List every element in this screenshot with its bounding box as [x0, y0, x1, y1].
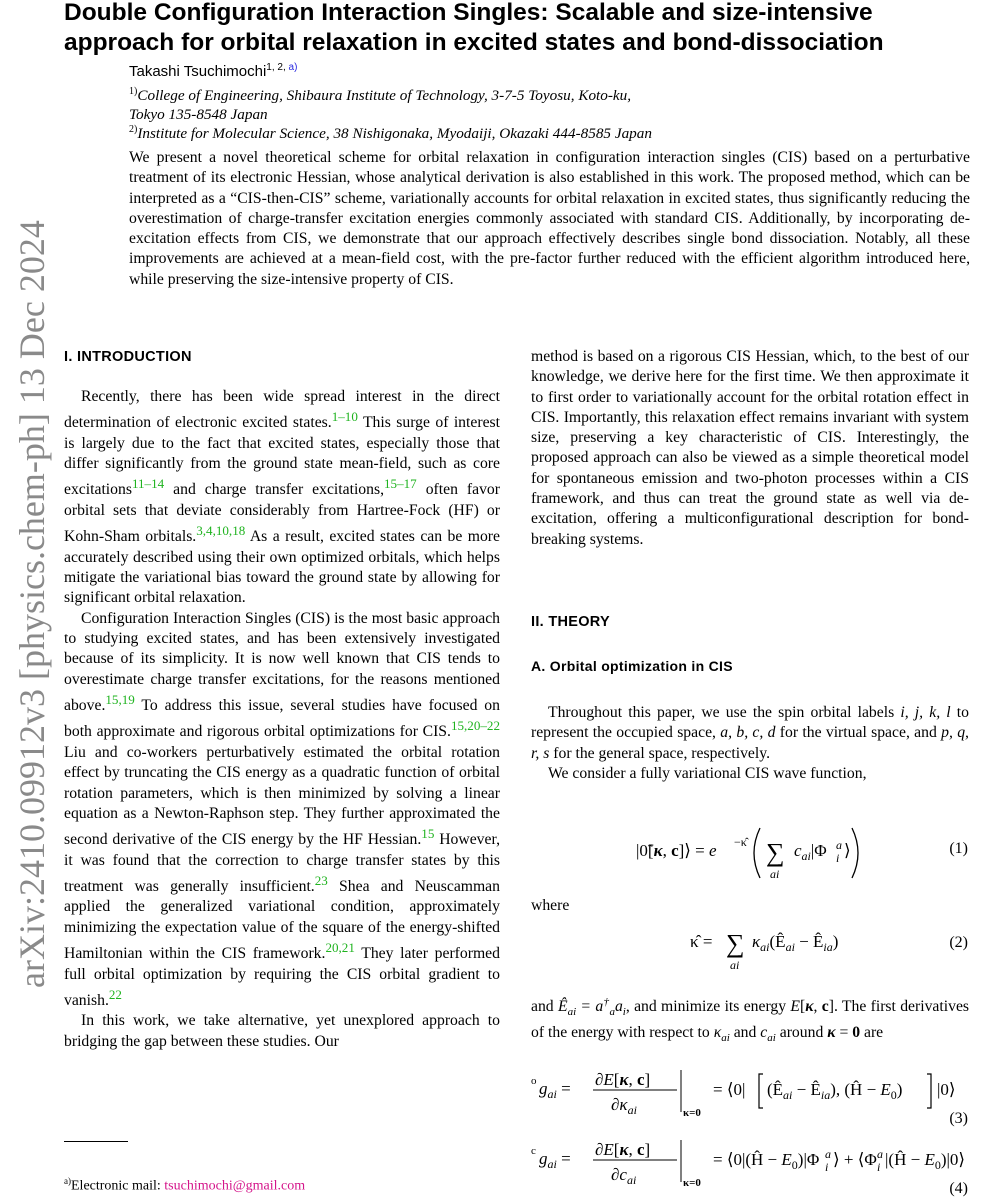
svg-text:∂κai: $\partial\kappa_{ai}$	[611, 1095, 637, 1117]
citation[interactable]: 23	[314, 872, 328, 888]
subsection-heading-orbital-optimization: A. Orbital optimization in CIS	[531, 658, 733, 674]
intro-paragraph-1: Recently, there has been wide spread interest in the direct determination of electronic excited states.$^{1-10}$ This surge of interest is largely due to the fact that excited states, especially those that differ significantly from the ground state mean-field, such as core excitations$^{11-14}$ and charge transfer excitations,$^{15-17}$ often favor orbital sets that deviate considerably from Hartree-Fock (HF) or Kohn-Sham orbitals.$^{3,4,10,18}$ As a result, excited states can be more accurately described using their own optimized orbitals, which helps mitigate the variational bias toward the ground state by allowing for significant orbital relaxation.	[64, 388, 500, 607]
equation-3-render	[531, 1064, 971, 1122]
section-heading-introduction: I. INTRODUCTION	[64, 349, 192, 365]
author-note-link[interactable]: a)	[288, 62, 298, 73]
paper-title: Double Configuration Interaction Singles: Scalable and size-intensive approach for orbital relaxation in excited states and bond-dissociation	[64, 0, 884, 56]
theory-paragraph-1: Throughout this paper, we use the spin orbital labels i, j, k, l to represent the occupied space, a, b, c, d for the virtual space, and p, q, r, s for the general space, respectively. We consider a fully variational CIS wave function,	[531, 703, 969, 784]
svg-text:= ⟨0|: = ⟨0|	[713, 1080, 746, 1099]
svg-text:|(Ĥ − E0)|0⟩: |(Ĥ − $E_0)|0⟩$	[885, 1150, 966, 1172]
equation-1-render	[636, 818, 866, 888]
svg-text:⟩: ⟩	[844, 841, 851, 860]
equation-number-4: (4)	[949, 1180, 968, 1197]
affiliation-2-line1: Institute for Molecular Science, 38 Nishigonaka, Myodaiji, Okazaki 444-8585 Japan	[137, 125, 652, 143]
affiliation-1-line2: Tokyo 135-8548 Japan	[129, 106, 268, 124]
svg-text:−κ̂: −κ̂	[734, 835, 747, 849]
affiliation-1-line1: College of Engineering, Shibaura Institute of Technology, 3-7-5 Toyosu, Koto-ku,	[137, 87, 632, 105]
citation[interactable]: 1–10	[331, 409, 358, 425]
equation-number-2: (2)	[949, 934, 968, 951]
author-name: Takashi Tsuchimochi	[129, 63, 267, 80]
svg-text:a: a	[825, 1147, 831, 1161]
citation[interactable]: 15–17	[384, 476, 417, 492]
author-affil-marks: 1, 2,	[266, 62, 289, 73]
svg-text:c: c	[531, 1145, 536, 1157]
equation-4-render	[531, 1132, 985, 1190]
affiliation-1-mark: 1)	[129, 86, 138, 97]
svg-text:o: o	[531, 1075, 537, 1087]
equation-3	[531, 1064, 971, 1127]
svg-text:cai|Φ: $c_{ai}|\Phi$	[794, 841, 827, 863]
svg-text:κ=0: κ=0	[683, 1177, 701, 1189]
svg-text:|0̃[κ, c]⟩ = e: |0̃[κ, c]⟩ = e	[636, 841, 717, 860]
affiliation-1	[129, 82, 769, 124]
equation-number-3: (3)	[949, 1110, 968, 1127]
equation-1	[636, 818, 866, 893]
affiliation-2	[129, 120, 769, 143]
svg-text:κ̂ =: κ̂ =	[690, 932, 713, 951]
svg-text:ai: ai	[770, 867, 780, 881]
svg-text:κai(Êai − Êia): $\kappa_{ai}(Ê_{ai}$ − $Ê_{ia}$)	[752, 932, 839, 954]
citation[interactable]: 3,4,10,18	[196, 523, 246, 539]
arxiv-identifier-stamp: arXiv:2410.09912v3 [physics.chem-ph] 13 Dec 2024	[12, 220, 52, 988]
equation-number-1: (1)	[949, 840, 968, 857]
svg-text:∑: ∑	[726, 929, 745, 958]
theory-paragraph-3: and $Ê_{ai} = a^\dagger_aa_i$, and minimize its energy E[κ, c]. The first derivatives of the energy with respect to $\kappa_{ai}$ and $c_{ai}$ around κ = 0 are	[531, 996, 970, 1044]
citation[interactable]: 22	[108, 986, 122, 1002]
svg-text:ai: ai	[730, 958, 740, 972]
intro-paragraph-3-continued: method is based on a rigorous CIS Hessian, which, to the best of our knowledge, we derive here for the first time. We then approximate it to first order to variationally account for the orbital rotation effect in CIS. Importantly, this relaxation effect remains invariant with system size, preserving a key characteristic of CIS. Interestingly, the proposed approach can also be viewed as a simple theoretical model for spontaneous emission and two-photon processes within a CIS framework, and thus can treat the ground state as well via de-excitation, offering a multiconfigurational description for bond-breaking systems.	[531, 348, 969, 548]
svg-text:gai =: $g_{ai}$ =	[539, 1149, 571, 1171]
svg-text:i: i	[877, 1160, 881, 1174]
abstract: We present a novel theoretical scheme for orbital relaxation in configuration interaction singles (CIS) based on a perturbative treatment of its electronic Hessian, whose analytical derivation is also established in this work. The proposed method, which can be interpreted as a “CIS-then-CIS” scheme, variationally accounts for orbital relaxation in excited states, thus significantly reducing the overestimation of charge-transfer excitation energies commonly associated with standard CIS. Additionally, by incorporating de-excitation effects from CIS, we demonstrate that our approach effectively describes single bond dissociation. Notably, all these improvements are achieved at a mean-field cost, with the pre-factor further reduced with the efficient algorithm introduced here, while preserving the size-intensive property of CIS.	[129, 149, 970, 288]
svg-text:a: a	[836, 838, 842, 852]
svg-text:∑: ∑	[766, 838, 785, 867]
svg-text:= ⟨0|(Ĥ − E0)|Φ: = ⟨0|(Ĥ − $E_0)|\Phi$	[713, 1150, 820, 1172]
footnote-divider	[64, 1141, 128, 1142]
where-text: where	[531, 897, 570, 914]
affiliation-2-mark: 2)	[129, 124, 138, 135]
citation[interactable]: 20,21	[325, 940, 355, 956]
svg-text:⟩ + ⟨Φ: ⟩ + ⟨Φ	[833, 1150, 877, 1169]
left-column	[64, 387, 500, 1052]
svg-text:(Êai − Êia), (Ĥ − E0): ($Ê_{ai}$ − $Ê_{ia}$), (Ĥ − $E_0$)	[767, 1080, 903, 1102]
svg-text:κ=0: κ=0	[683, 1107, 701, 1119]
equation-2	[690, 915, 850, 978]
citation[interactable]: 15,20–22	[450, 718, 500, 734]
svg-text:i: i	[825, 1160, 829, 1174]
svg-text:|0⟩: |0⟩	[937, 1080, 956, 1099]
theory-paragraph-2: We consider a fully variational CIS wave function,	[548, 764, 867, 782]
citation[interactable]: 15	[421, 826, 435, 842]
intro-paragraph-3: In this work, we take alternative, yet unexplored approach to bridging the gap between these studies. Our	[64, 1012, 500, 1050]
svg-text:∂E[κ, c]: ∂E[κ, c]	[595, 1070, 651, 1089]
citation[interactable]: 11–14	[131, 476, 165, 492]
equation-2-render	[690, 915, 850, 973]
equation-4	[531, 1132, 985, 1195]
footnote	[64, 1176, 305, 1195]
right-column-intro-continued	[531, 347, 969, 550]
svg-text:∂cai: $\partial c_{ai}$	[611, 1165, 637, 1187]
svg-text:a: a	[877, 1147, 883, 1161]
svg-text:i: i	[836, 851, 840, 865]
section-heading-theory: II. THEORY	[531, 614, 610, 630]
footnote-label: Electronic mail:	[71, 1178, 165, 1194]
svg-text:∂E[κ, c]: ∂E[κ, c]	[595, 1140, 651, 1159]
intro-paragraph-2: Configuration Interaction Singles (CIS) is the most basic approach to studying excited states, and has been extensively investigated because of its simplicity. It is now well known that CIS tends to overestimate charge transfer excitations, for the reasons mentioned above.$^{15,19}$ To address this issue, several studies have focused on both approximate and rigorous orbital optimizations for CIS.$^{15,20-22}$ Liu and co-workers perturbatively estimated the orbital rotation effect by truncating the CIS energy as a quadratic function of orbital rotation parameters, which is then minimized by solving a linear equation as a Newton-Raphson step. They further approximated the second derivative of the CIS energy by the HF Hessian.$^{15}$ However, it was found that the correction to charge transfer states by this treatment was generally insufficient.$^{23}$ Shea and Neuscamman applied the generalized variational condition, approximately minimizing the expectation value of the square of the energy-shifted Hamiltonian within the CIS framework.$^{20,21}$ They later performed full orbital optimization by requiring the CIS orbital gradient to vanish.$^{22}$	[64, 609, 500, 1010]
author-line	[129, 62, 297, 80]
footnote-mark: a)	[64, 1176, 71, 1186]
svg-text:gai =: $g_{ai}$ =	[539, 1079, 571, 1101]
citation[interactable]: 15,19	[105, 691, 135, 707]
author-email-link[interactable]: tsuchimochi@gmail.com	[164, 1178, 306, 1194]
